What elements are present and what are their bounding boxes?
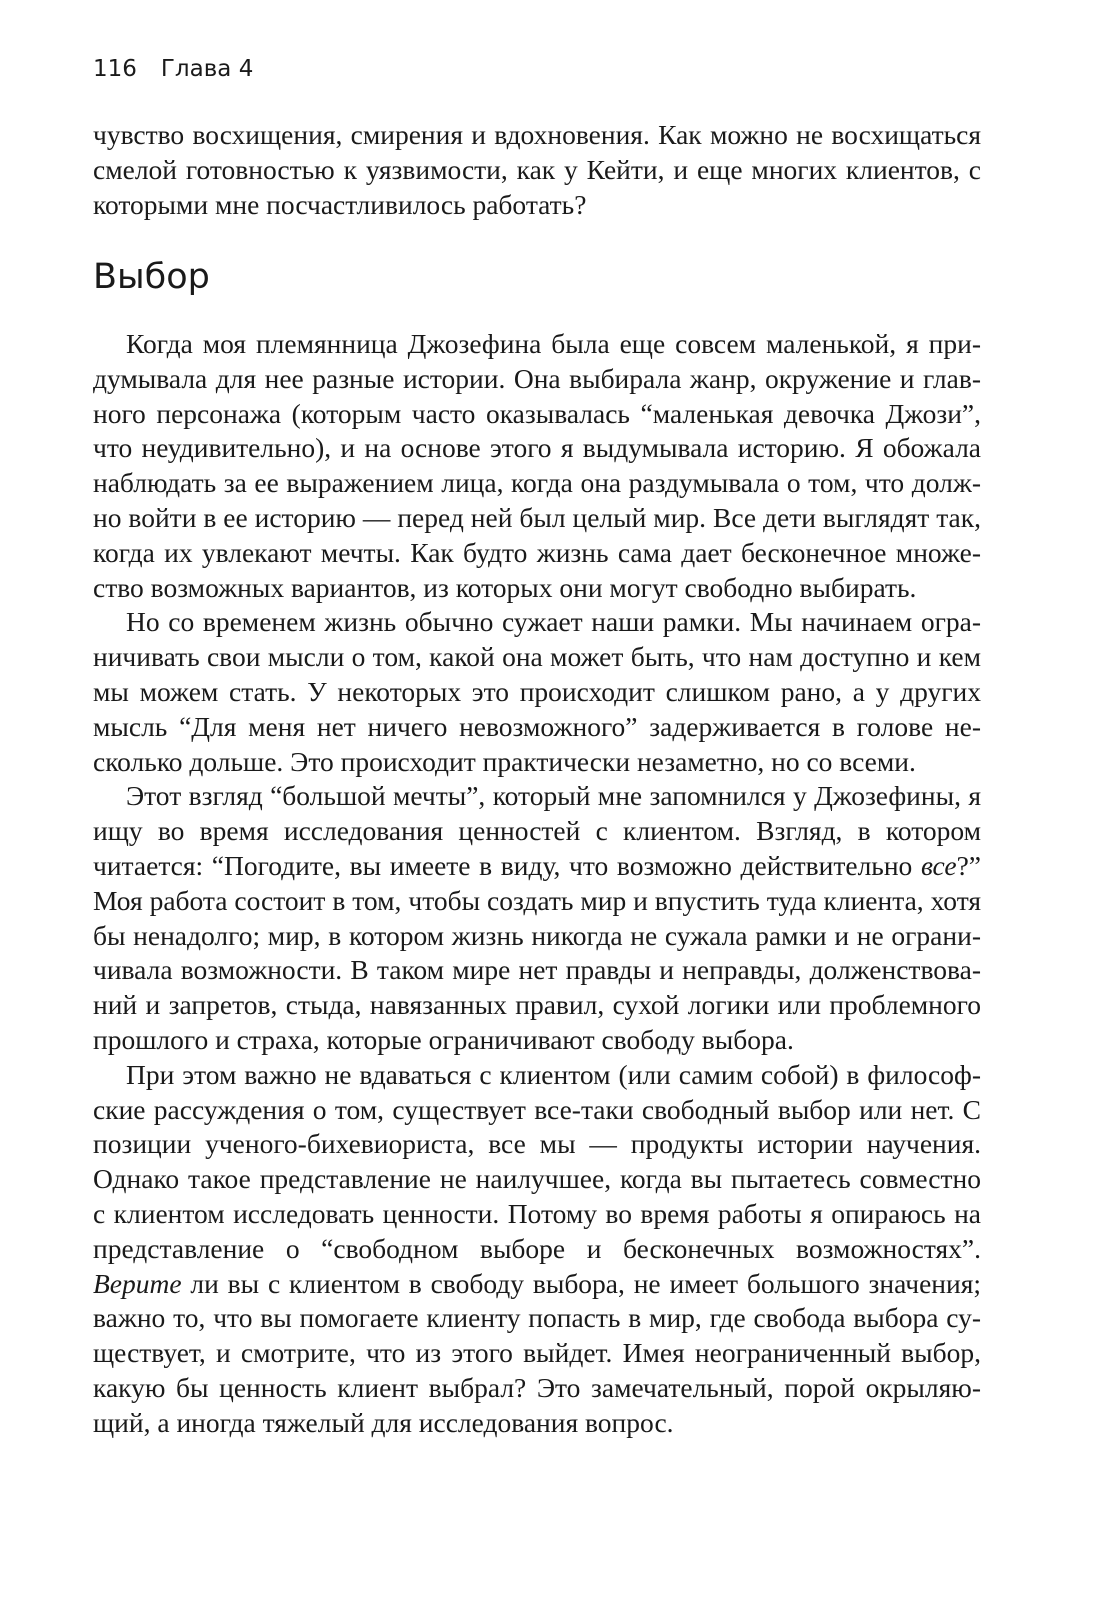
paragraph-3-emphasis: все [920, 849, 957, 881]
paragraph-4 [93, 1058, 981, 1441]
paragraph-3 [93, 779, 981, 1057]
paragraph-4-text-b: ли вы с клиентом в свободу выбора, не имеет большого значения; важно то, что вы помогаете клиенту попасть в мир, где свобода выбора существует, и смотрите, что из этого выйдет. Имея неограниченный выбор, какую бы ценность клиент выбрал? Это замечательный, порой окрыляющий, а иногда тяжелый для исследования вопрос. [93, 1267, 981, 1438]
section-body [93, 327, 981, 1441]
page-number: 116 [93, 56, 137, 82]
paragraph-2: Но со временем жизнь обычно сужает наши рамки. Мы начинаем ограничивать свои мысли о том, какой она может быть, что нам доступно и кем мы можем стать. У некоторых это происходит слишком рано, а у других мысль “Для меня нет ничего невозможного” задерживается в голове несколько дольше. Это происходит практически незаметно, но со всеми. [93, 606, 981, 777]
continued-paragraph-block [93, 118, 981, 222]
section-title: Выбор [93, 257, 210, 297]
paragraph-3-text-b: ?” Моя работа состоит в том, чтобы создать мир и впустить туда клиента, хотя бы ненадолго; мир, в котором жизнь никогда не сужала рамки и не ограничивала возможности. В таком мире нет правды и неправды, долженствований и запретов, стыда, навязанных правил, сухой логики или проблемного прошлого и страха, которые ограничивают свободу выбора. [93, 849, 981, 1055]
paragraph-4-emphasis: Верите [93, 1267, 182, 1299]
paragraph-3-text-a: Этот взгляд “большой мечты”, который мне запомнился у Джозефины, я ищу во время исследования ценностей с клиентом. Взгляд, в котором читается: “Погодите, вы имеете в виду, что возможно действительно [93, 780, 981, 881]
chapter-label: Глава 4 [160, 56, 254, 82]
paragraph-4-text-a: При этом важно не вдаваться с клиентом (или самим собой) в философские рассуждения о том, существует все-таки свободный выбор или нет. С позиции ученого-бихевиориста, все мы — продукты истории научения. Однако такое представление не наилучшее, когда вы пытаетесь совместно с клиентом исследовать ценности. Потому во время работы я опираюсь на представление о “свободном выборе и бесконечных возможностях”. [93, 1058, 981, 1264]
paragraph-1: Когда моя племянница Джозефина была еще совсем маленькой, я придумывала для нее разные истории. Она выбирала жанр, окружение и главного персонажа (которым часто оказывалась “маленькая девочка Джози”, что неудивительно), и на основе этого я выдумывала историю. Я обожала наблюдать за ее выражением лица, когда она раздумывала о том, что должно войти в ее историю — перед ней был целый мир. Все дети выглядят так, когда их увлекают мечты. Как будто жизнь сама дает бесконечное множество возможных вариантов, из которых они могут свободно выбирать. [93, 328, 981, 603]
running-head [93, 56, 253, 82]
continued-paragraph: чувство восхищения, смирения и вдохновения. Как можно не восхищаться смелой готовностью к уязвимости, как у Кейти, и еще многих клиентов, с которыми мне посчастливилось работать? [93, 119, 981, 220]
